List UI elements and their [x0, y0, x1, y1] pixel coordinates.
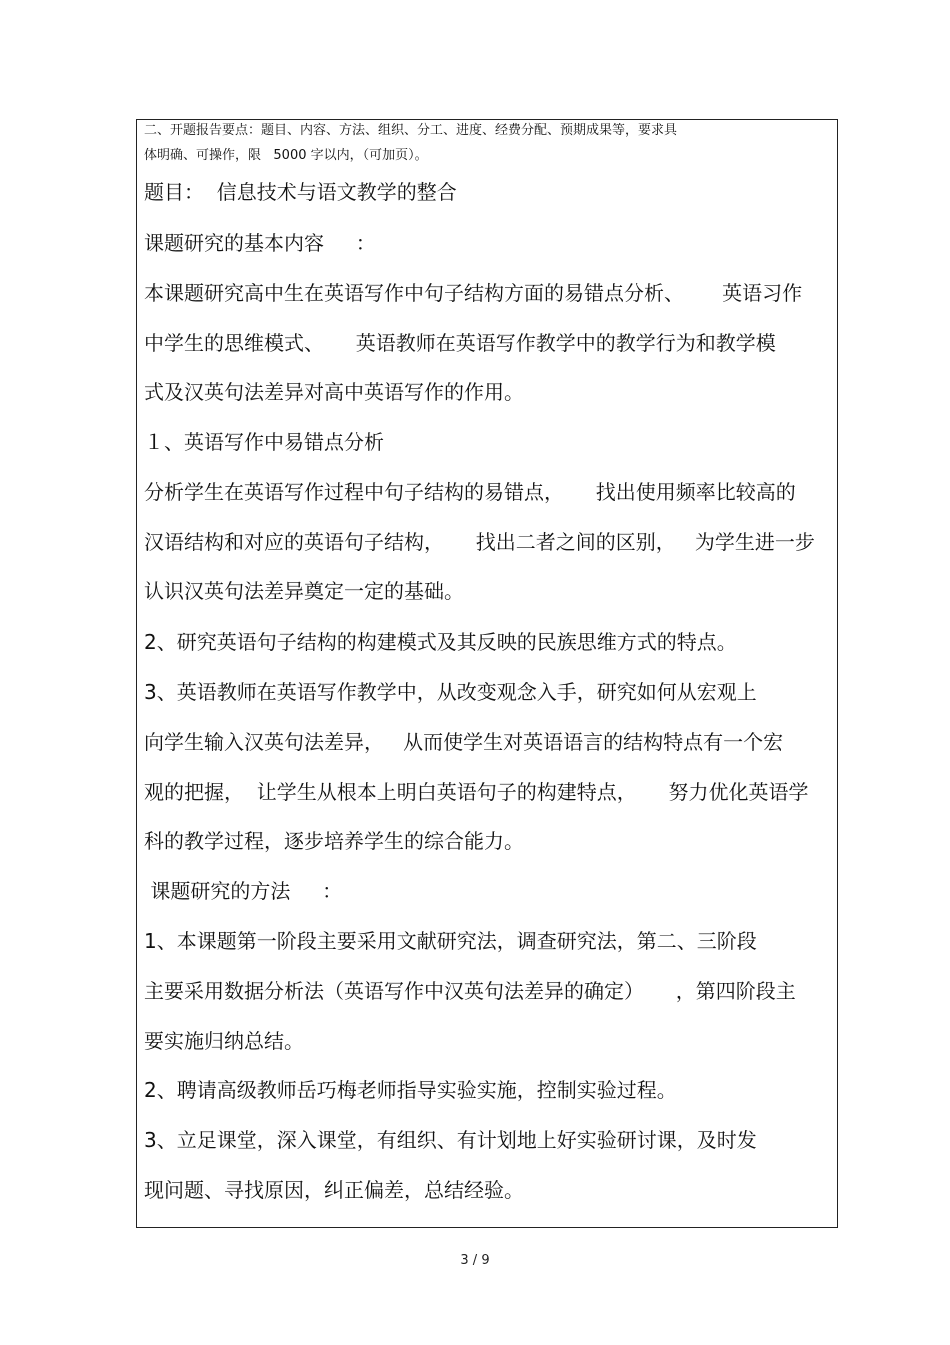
intro-line-3: 式及汉英句法差异对高中英语写作的作用。: [144, 380, 524, 404]
item1-line-1: 分析学生在英语写作过程中句子结构的易错点， 找出使用频率比较高的: [144, 480, 796, 504]
method-heading: 课题研究的方法 ：: [144, 879, 343, 903]
item2-text: 2、研究英语句子结构的构建模式及其反映的民族思维方式的特点。: [144, 630, 737, 654]
header-note-line-2: 体明确、可操作，限 5000 字以内，（可加页）。: [144, 148, 428, 163]
method3-line-2: 现问题、寻找原因，纠正偏差，总结经验。: [144, 1178, 524, 1202]
item1-heading: １、英语写作中易错点分析: [144, 430, 384, 454]
item1-line-2: 汉语结构和对应的英语句子结构， 找出二者之间的区别， 为学生进一步: [144, 530, 815, 554]
item3-line-4: 科的教学过程，逐步培养学生的综合能力。: [144, 829, 524, 853]
page-number: 3 / 9: [460, 1253, 490, 1268]
item3-line-1: 3、英语教师在英语写作教学中，从改变观念入手，研究如何从宏观上: [144, 680, 757, 704]
header-note-line-1: 二、开题报告要点：题目、内容、方法、组织、分工、进度、经费分配、预期成果等，要求具: [144, 123, 678, 138]
content-heading: 课题研究的基本内容 ：: [144, 231, 376, 255]
method1-line-3: 要实施归纳总结。: [144, 1029, 304, 1053]
method2-text: 2、聘请高级教师岳巧梅老师指导实验实施，控制实验过程。: [144, 1078, 677, 1102]
item3-line-3: 观的把握， 让学生从根本上明白英语句子的构建特点， 努力优化英语学: [144, 780, 809, 804]
intro-line-2: 中学生的思维模式、 英语教师在英语写作教学中的教学行为和教学模: [144, 331, 776, 355]
method1-line-2: 主要采用数据分析法（英语写作中汉英句法差异的确定） ，第四阶段主: [144, 979, 796, 1003]
intro-line-1: 本课题研究高中生在英语写作中句子结构方面的易错点分析、 英语习作: [144, 281, 803, 305]
method3-line-1: 3、立足课堂，深入课堂，有组织、有计划地上好实验研讨课，及时发: [144, 1128, 757, 1152]
method1-line-1: 1、本课题第一阶段主要采用文献研究法，调查研究法，第二、三阶段: [144, 929, 757, 953]
topic-title: 题目： 信息技术与语文教学的整合: [144, 180, 457, 204]
item1-line-3: 认识汉英句法差异奠定一定的基础。: [144, 579, 464, 603]
item3-line-2: 向学生输入汉英句法差异， 从而使学生对英语语言的结构特点有一个宏: [144, 730, 784, 754]
